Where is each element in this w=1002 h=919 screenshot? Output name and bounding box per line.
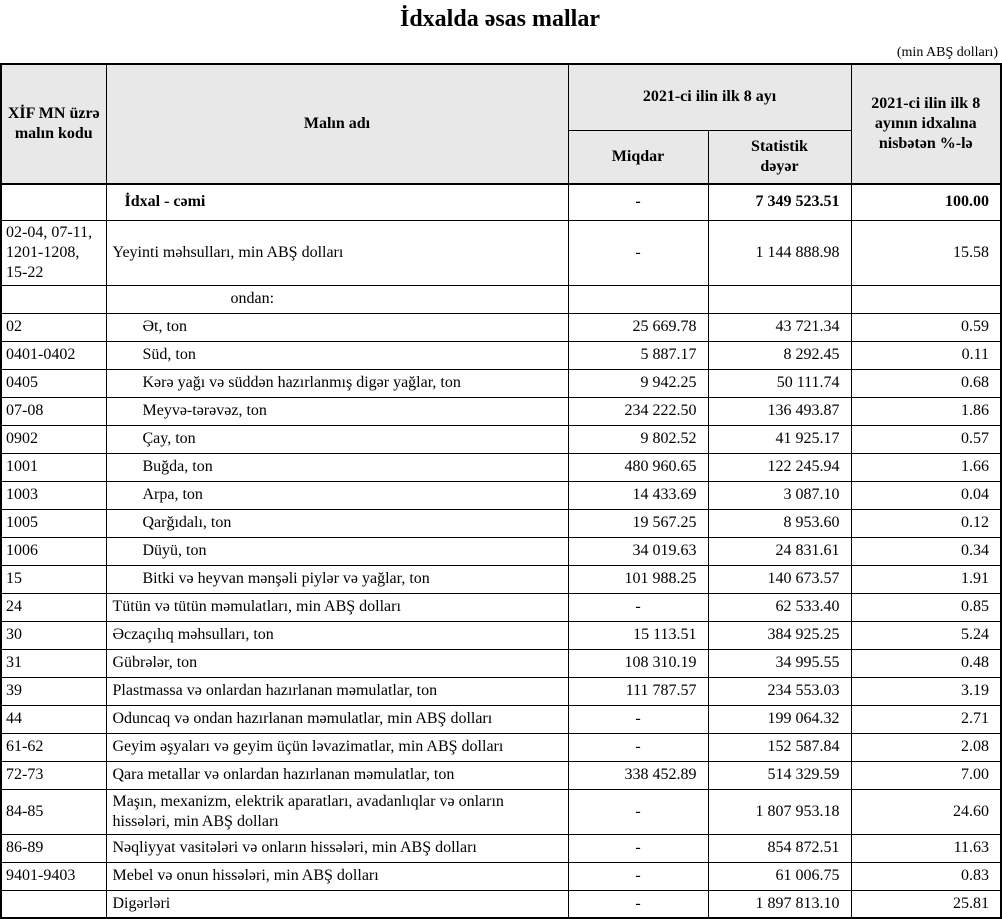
cell-percent: 25.81 xyxy=(851,890,1001,918)
cell-value: 384 925.25 xyxy=(708,621,851,649)
table-row xyxy=(1,285,1001,313)
cell-quantity: 15 113.51 xyxy=(568,621,708,649)
cell-quantity: 19 567.25 xyxy=(568,509,708,537)
cell-name: Tütün və tütün məmulatları, min ABŞ dolları xyxy=(106,593,568,621)
cell-code xyxy=(1,285,106,313)
header-code: XİF MN üzrə malın kodu xyxy=(1,64,106,184)
header-row-1 xyxy=(1,64,1001,130)
page-title: İdxalda əsas mallar xyxy=(399,6,600,32)
cell-value: 514 329.59 xyxy=(708,761,851,789)
cell-percent: 0.12 xyxy=(851,509,1001,537)
cell-percent: 2.08 xyxy=(851,733,1001,761)
cell-name: Qara metallar və onlardan hazırlanan məmulatlar, ton xyxy=(106,761,568,789)
table-row xyxy=(1,649,1001,677)
table-row xyxy=(1,481,1001,509)
cell-quantity: 338 452.89 xyxy=(568,761,708,789)
cell-code: 1006 xyxy=(1,537,106,565)
unit-note: (min ABŞ dolları) xyxy=(896,45,998,60)
cell-quantity: 111 787.57 xyxy=(568,677,708,705)
cell-quantity xyxy=(568,285,708,313)
table-row xyxy=(1,789,1001,834)
cell-name: Yeyinti məhsulları, min ABŞ dolları xyxy=(106,220,568,285)
cell-value: 62 533.40 xyxy=(708,593,851,621)
cell-value: 50 111.74 xyxy=(708,369,851,397)
cell-value: 34 995.55 xyxy=(708,649,851,677)
cell-value: 140 673.57 xyxy=(708,565,851,593)
cell-name: Nəqliyyat vasitələri və onların hissələri, min ABŞ dolları xyxy=(106,834,568,862)
cell-percent: 5.24 xyxy=(851,621,1001,649)
cell-name: Süd, ton xyxy=(106,341,568,369)
cell-value: 24 831.61 xyxy=(708,537,851,565)
table-body xyxy=(1,184,1001,918)
header-quantity: Miqdar xyxy=(568,130,708,184)
cell-value xyxy=(708,285,851,313)
cell-quantity: 5 887.17 xyxy=(568,341,708,369)
cell-quantity: - xyxy=(568,862,708,890)
cell-quantity: 34 019.63 xyxy=(568,537,708,565)
cell-quantity: 234 222.50 xyxy=(568,397,708,425)
table-row xyxy=(1,862,1001,890)
cell-name: Meyvə-tərəvəz, ton xyxy=(106,397,568,425)
cell-code xyxy=(1,184,106,220)
cell-code: 24 xyxy=(1,593,106,621)
cell-code: 1001 xyxy=(1,453,106,481)
cell-percent: 24.60 xyxy=(851,789,1001,834)
cell-percent: 2.71 xyxy=(851,705,1001,733)
cell-percent: 0.04 xyxy=(851,481,1001,509)
cell-quantity: 108 310.19 xyxy=(568,649,708,677)
imports-table xyxy=(0,63,1002,919)
table-row xyxy=(1,369,1001,397)
cell-code: 0401-0402 xyxy=(1,341,106,369)
cell-percent: 0.85 xyxy=(851,593,1001,621)
cell-quantity: 9 942.25 xyxy=(568,369,708,397)
cell-value: 136 493.87 xyxy=(708,397,851,425)
cell-name: Bitki və heyvan mənşəli piylər və yağlar, ton xyxy=(106,565,568,593)
header-name: Malın adı xyxy=(106,64,568,184)
cell-value: 8 292.45 xyxy=(708,341,851,369)
cell-value: 43 721.34 xyxy=(708,313,851,341)
cell-code: 02-04, 07-11, 1201-1208, 15-22 xyxy=(1,220,106,285)
cell-name: Kərə yağı və süddən hazırlanmış digər yağlar, ton xyxy=(106,369,568,397)
table-row xyxy=(1,565,1001,593)
table-row xyxy=(1,397,1001,425)
cell-percent: 0.57 xyxy=(851,425,1001,453)
cell-percent: 3.19 xyxy=(851,677,1001,705)
cell-code xyxy=(1,890,106,918)
cell-name: İdxal - cəmi xyxy=(106,184,568,220)
cell-value: 152 587.84 xyxy=(708,733,851,761)
cell-quantity: - xyxy=(568,705,708,733)
cell-value: 8 953.60 xyxy=(708,509,851,537)
cell-percent: 0.68 xyxy=(851,369,1001,397)
cell-code: 9401-9403 xyxy=(1,862,106,890)
cell-quantity: - xyxy=(568,789,708,834)
table-row xyxy=(1,677,1001,705)
cell-name: Oduncaq və ondan hazırlanan məmulatlar, min ABŞ dolları xyxy=(106,705,568,733)
cell-percent: 0.59 xyxy=(851,313,1001,341)
cell-percent: 100.00 xyxy=(851,184,1001,220)
cell-name: Mebel və onun hissələri, min ABŞ dolları xyxy=(106,862,568,890)
cell-percent: 11.63 xyxy=(851,834,1001,862)
header-period: 2021-ci ilin ilk 8 ayı xyxy=(568,64,851,130)
cell-name: Geyim əşyaları və geyim üçün ləvazimatlar, min ABŞ dolları xyxy=(106,733,568,761)
cell-percent: 15.58 xyxy=(851,220,1001,285)
cell-value: 61 006.75 xyxy=(708,862,851,890)
cell-percent: 0.48 xyxy=(851,649,1001,677)
header-value-label: Statistik dəyər xyxy=(751,137,808,175)
cell-name: Maşın, mexanizm, elektrik aparatları, avadanlıqlar və onların hissələri, min ABŞ dolları xyxy=(106,789,568,834)
cell-quantity: - xyxy=(568,184,708,220)
table-row xyxy=(1,537,1001,565)
cell-name: Ət, ton xyxy=(106,313,568,341)
cell-percent: 0.83 xyxy=(851,862,1001,890)
table-row xyxy=(1,509,1001,537)
cell-name: Əczaçılıq məhsulları, ton xyxy=(106,621,568,649)
cell-value: 122 245.94 xyxy=(708,453,851,481)
table-row xyxy=(1,425,1001,453)
table-row xyxy=(1,184,1001,220)
cell-code: 15 xyxy=(1,565,106,593)
table-row xyxy=(1,890,1001,918)
cell-code: 39 xyxy=(1,677,106,705)
table-header xyxy=(1,64,1001,184)
cell-name: Arpa, ton xyxy=(106,481,568,509)
cell-code: 31 xyxy=(1,649,106,677)
cell-value: 3 087.10 xyxy=(708,481,851,509)
cell-percent: 0.11 xyxy=(851,341,1001,369)
cell-code: 02 xyxy=(1,313,106,341)
table-row xyxy=(1,761,1001,789)
cell-value: 1 144 888.98 xyxy=(708,220,851,285)
cell-value: 41 925.17 xyxy=(708,425,851,453)
table-row xyxy=(1,313,1001,341)
cell-value: 1 807 953.18 xyxy=(708,789,851,834)
cell-code: 1005 xyxy=(1,509,106,537)
cell-quantity: 9 802.52 xyxy=(568,425,708,453)
cell-value: 7 349 523.51 xyxy=(708,184,851,220)
cell-quantity: - xyxy=(568,220,708,285)
cell-percent xyxy=(851,285,1001,313)
cell-quantity: - xyxy=(568,834,708,862)
cell-value: 1 897 813.10 xyxy=(708,890,851,918)
cell-percent: 0.34 xyxy=(851,537,1001,565)
cell-name: Çay, ton xyxy=(106,425,568,453)
cell-code: 30 xyxy=(1,621,106,649)
cell-name: Digərləri xyxy=(106,890,568,918)
cell-percent: 7.00 xyxy=(851,761,1001,789)
table-row xyxy=(1,705,1001,733)
table-row xyxy=(1,733,1001,761)
table-row xyxy=(1,220,1001,285)
cell-name: Qarğıdalı, ton xyxy=(106,509,568,537)
table-row xyxy=(1,341,1001,369)
cell-percent: 1.91 xyxy=(851,565,1001,593)
cell-code: 61-62 xyxy=(1,733,106,761)
cell-code: 72-73 xyxy=(1,761,106,789)
cell-quantity: - xyxy=(568,733,708,761)
cell-quantity: 101 988.25 xyxy=(568,565,708,593)
table-row xyxy=(1,593,1001,621)
cell-name: Plastmassa və onlardan hazırlanan məmulatlar, ton xyxy=(106,677,568,705)
cell-code: 1003 xyxy=(1,481,106,509)
header-value xyxy=(708,130,851,184)
cell-name: Gübrələr, ton xyxy=(106,649,568,677)
cell-code: 84-85 xyxy=(1,789,106,834)
cell-percent: 1.66 xyxy=(851,453,1001,481)
cell-code: 0902 xyxy=(1,425,106,453)
table-row xyxy=(1,621,1001,649)
cell-quantity: - xyxy=(568,890,708,918)
header-percent: 2021-ci ilin ilk 8 ayının idxalına nisbətən %-lə xyxy=(851,64,1001,184)
cell-quantity: 14 433.69 xyxy=(568,481,708,509)
cell-name: Buğda, ton xyxy=(106,453,568,481)
cell-code: 07-08 xyxy=(1,397,106,425)
cell-value: 234 553.03 xyxy=(708,677,851,705)
cell-percent: 1.86 xyxy=(851,397,1001,425)
cell-code: 86-89 xyxy=(1,834,106,862)
cell-name: Düyü, ton xyxy=(106,537,568,565)
cell-value: 854 872.51 xyxy=(708,834,851,862)
table-row xyxy=(1,834,1001,862)
cell-code: 44 xyxy=(1,705,106,733)
cell-quantity: 25 669.78 xyxy=(568,313,708,341)
table-row xyxy=(1,453,1001,481)
cell-code: 0405 xyxy=(1,369,106,397)
cell-quantity: 480 960.65 xyxy=(568,453,708,481)
cell-value: 199 064.32 xyxy=(708,705,851,733)
cell-quantity: - xyxy=(568,593,708,621)
cell-name: ondan: xyxy=(106,285,568,313)
